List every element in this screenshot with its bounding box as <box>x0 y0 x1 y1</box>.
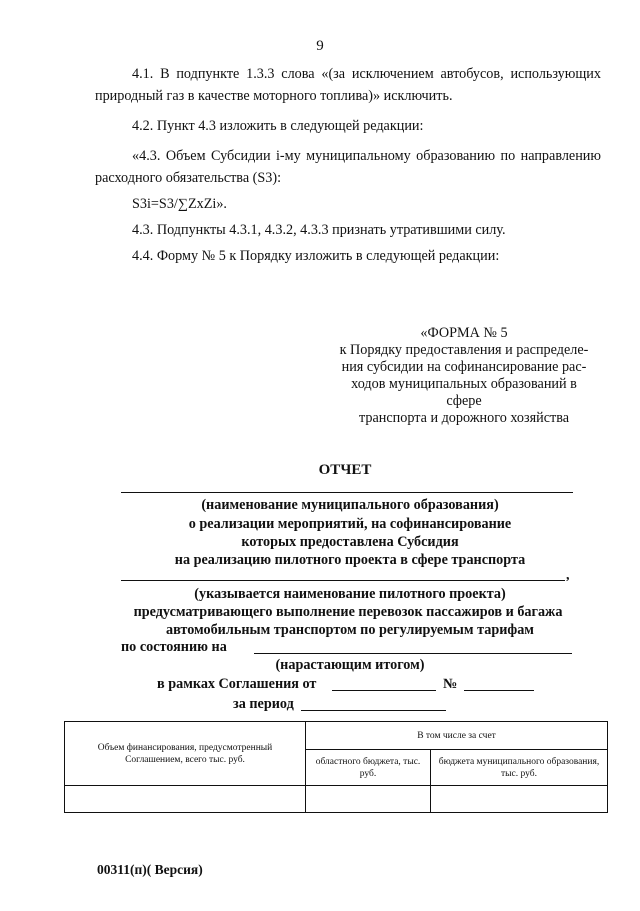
form-subtitle-line: транспорта и дорожного хозяйства <box>358 410 570 426</box>
table-cell-municipal[interactable] <box>431 786 608 813</box>
column-header-municipal: бюджета муниципального образования, тыс. руб. <box>431 750 608 786</box>
paragraph-4-1: 4.1. В подпункте 1.3.3 слова «(за исключением автобусов, использующих природный газ в качестве моторного топлива)» исключить. <box>95 66 601 104</box>
form-title: «ФОРМА № 5 <box>420 325 508 341</box>
agreement-label: в рамках Соглашения от <box>157 676 317 692</box>
status-label: по состоянию на <box>121 639 227 655</box>
table-row <box>65 786 608 813</box>
form-subtitle-line: ния субсидии на софинансирование рас- <box>341 359 587 375</box>
form-subtitle-line: ходов муниципальных образований в <box>351 376 577 392</box>
form-subtitle-line: сфере <box>446 393 482 409</box>
report-title: ОТЧЕТ <box>318 462 372 478</box>
report-line: предусматривающего выполнение перевозок пассажиров и багажа <box>133 604 563 620</box>
agreement-number-line <box>464 690 534 691</box>
paragraph-4-3-repeal: 4.3. Подпункты 4.3.1, 4.3.2, 4.3.3 признать утратившими силу. <box>132 222 506 238</box>
paragraph-4-3-text: «4.3. Объем Субсидии i-му муниципальному образованию по направлению расходного обязательства (S3): <box>95 148 601 186</box>
caption-cumulative: (нарастающим итогом) <box>275 657 425 673</box>
table-cell-regional[interactable] <box>306 786 431 813</box>
form-subtitle-line: к Порядку предоставления и распределе- <box>339 342 589 358</box>
table-cell-total[interactable] <box>65 786 306 813</box>
column-header-total: Объем финансирования, предусмотренный Соглашением, всего тыс. руб. <box>65 722 306 786</box>
period-label: за период <box>233 696 294 712</box>
number-label: № <box>443 676 458 692</box>
agreement-date-line <box>332 690 436 691</box>
page-number: 9 <box>316 38 324 54</box>
report-line: которых предоставлена Субсидия <box>241 534 459 550</box>
comma: , <box>566 568 570 583</box>
municipality-name-line <box>121 492 573 493</box>
column-header-regional: областного бюджета, тыс. руб. <box>306 750 431 786</box>
report-line: автомобильным транспортом по регулируемым тарифам <box>166 622 534 638</box>
formula: S3i=S3/∑ZxZi». <box>132 196 227 212</box>
footer-code: 00311(п)( Версия) <box>97 862 203 877</box>
paragraph-4-2: 4.2. Пункт 4.3 изложить в следующей редакции: <box>132 118 424 134</box>
report-line: о реализации мероприятий, на софинансирование <box>188 516 512 532</box>
column-group-header: В том числе за счет <box>306 722 608 750</box>
form-header <box>330 325 598 427</box>
report-table <box>64 721 608 813</box>
project-name-line <box>121 580 565 581</box>
report-line: на реализацию пилотного проекта в сфере транспорта <box>174 552 526 568</box>
period-line <box>301 710 446 711</box>
caption-project: (указывается наименование пилотного проекта) <box>194 586 506 602</box>
status-date-line <box>254 653 572 654</box>
caption-municipality: (наименование муниципального образования) <box>201 497 499 513</box>
paragraph-4-4: 4.4. Форму № 5 к Порядку изложить в следующей редакции: <box>132 248 500 264</box>
